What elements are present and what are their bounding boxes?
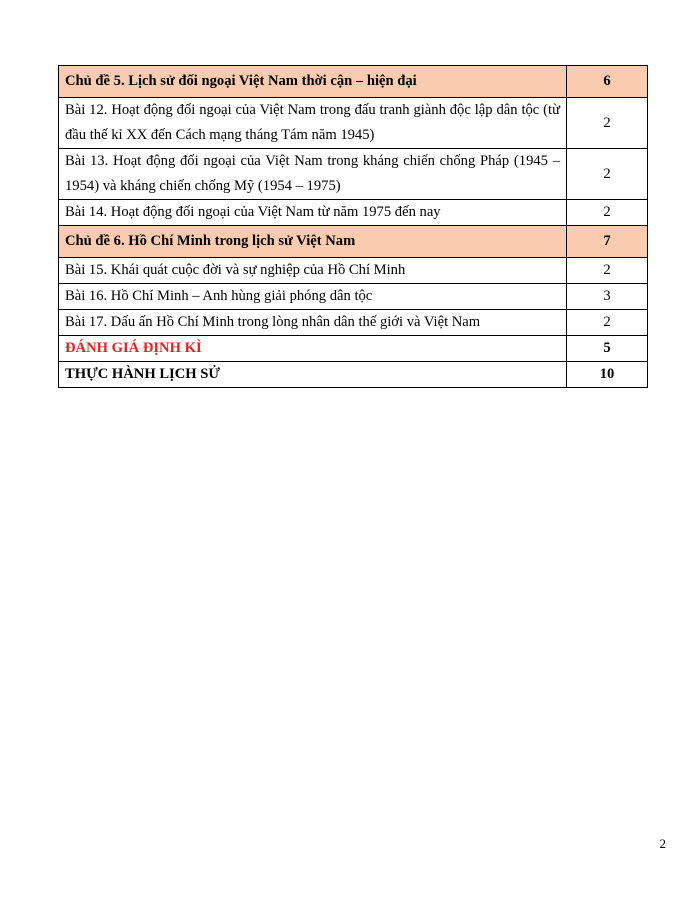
topic-row-5 (59, 66, 648, 98)
lesson-row-17 (59, 310, 648, 336)
lesson-row-14 (59, 200, 648, 226)
topic-5-periods: 6 (567, 66, 648, 98)
lesson-13-title: Bài 13. Hoạt động đối ngoại của Việt Nam trong kháng chiến chống Pháp (1945 – 1954) và kháng chiến chống Mỹ (1954 – 1975) (59, 149, 567, 200)
curriculum-table (58, 65, 648, 388)
lesson-16-title: Bài 16. Hồ Chí Minh – Anh hùng giải phóng dân tộc (59, 284, 567, 310)
practice-row (59, 362, 648, 388)
practice-title: THỰC HÀNH LỊCH SỬ (59, 362, 567, 388)
lesson-row-15 (59, 258, 648, 284)
assessment-row (59, 336, 648, 362)
lesson-14-periods: 2 (567, 200, 648, 226)
lesson-row-13 (59, 149, 648, 200)
lesson-14-title: Bài 14. Hoạt động đối ngoại của Việt Nam từ năm 1975 đến nay (59, 200, 567, 226)
topic-6-title: Chủ đề 6. Hồ Chí Minh trong lịch sử Việt Nam (59, 226, 567, 258)
lesson-17-title: Bài 17. Dấu ấn Hồ Chí Minh trong lòng nhân dân thế giới và Việt Nam (59, 310, 567, 336)
lesson-row-12 (59, 98, 648, 149)
lesson-12-periods: 2 (567, 98, 648, 149)
lesson-17-periods: 2 (567, 310, 648, 336)
page-number: 2 (659, 836, 666, 851)
topic-6-periods: 7 (567, 226, 648, 258)
assessment-title: ĐÁNH GIÁ ĐỊNH KÌ (59, 336, 567, 362)
practice-periods: 10 (567, 362, 648, 388)
lesson-16-periods: 3 (567, 284, 648, 310)
lesson-15-periods: 2 (567, 258, 648, 284)
lesson-row-16 (59, 284, 648, 310)
assessment-periods: 5 (567, 336, 648, 362)
topic-row-6 (59, 226, 648, 258)
topic-5-title: Chủ đề 5. Lịch sử đối ngoại Việt Nam thời cận – hiện đại (59, 66, 567, 98)
lesson-15-title: Bài 15. Khái quát cuộc đời và sự nghiệp của Hồ Chí Minh (59, 258, 567, 284)
lesson-13-periods: 2 (567, 149, 648, 200)
lesson-12-title: Bài 12. Hoạt động đối ngoại của Việt Nam trong đấu tranh giành độc lập dân tộc (từ đầu thế kỉ XX đến Cách mạng tháng Tám năm 1945) (59, 98, 567, 149)
